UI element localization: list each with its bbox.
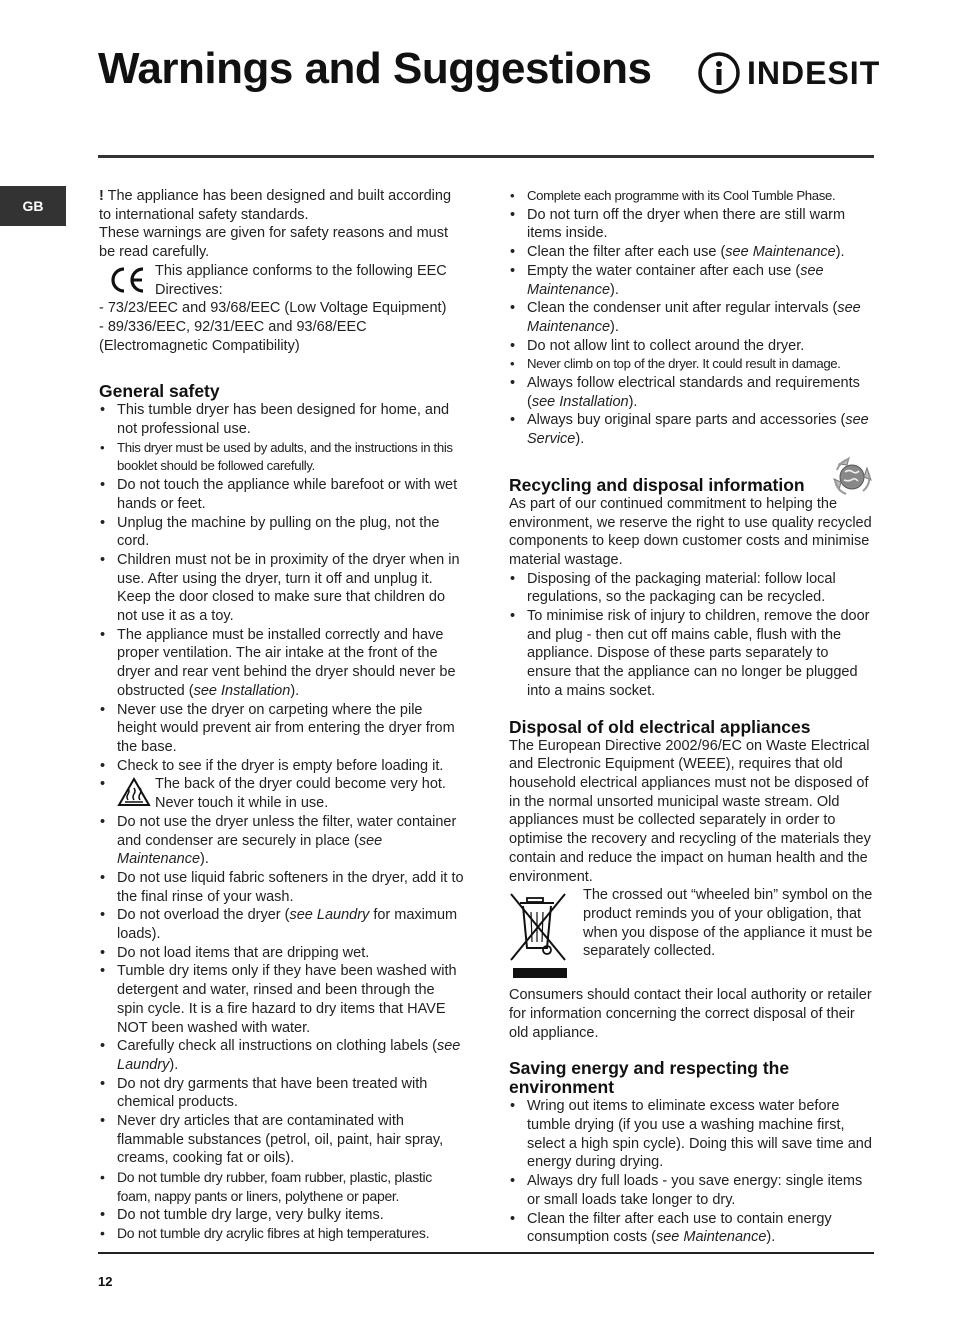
list-item: • Unplug the machine by pulling on the plug, not the cord. — [99, 514, 465, 551]
list-item: • Do not load items that are dripping wet. — [99, 944, 465, 963]
intro-line-2: These warnings are given for safety reasons and must be read carefully. — [99, 225, 448, 261]
usage-tips-list — [509, 187, 873, 449]
list-item: • The appliance must be installed correctly and have proper ventilation. The air intake at the front of the dryer and rear vent behind the dryer should never be obstructed (see Installation). — [99, 626, 465, 701]
list-item: • Clean the condenser unit after regular intervals (see Maintenance). — [509, 299, 873, 336]
directive-low-voltage: - 73/23/EEC and 93/68/EEC (Low Voltage Equipment) — [99, 300, 447, 317]
directive-emc: - 89/336/EEC, 92/31/EEC and 93/68/EEC (Electromagnetic Compatibility) — [99, 318, 367, 354]
recycling-heading: Recycling and disposal information — [509, 474, 805, 495]
list-item: • Always buy original spare parts and accessories (see Service). — [509, 411, 873, 448]
intro-line-1: The appliance has been designed and built according to international safety standards. — [99, 188, 452, 223]
list-item: • Carefully check all instructions on clothing labels (see Laundry). — [99, 1037, 465, 1074]
list-item: • To minimise risk of injury to children, remove the door and plug - then cut off mains cable, flush with the appliance. Dispose of these parts separately to ensure that the appliance can no longer be plugged into a mains socket. — [509, 607, 873, 701]
ce-conformity — [99, 262, 465, 299]
list-item: • Always follow electrical standards and requirements (see Installation). — [509, 374, 873, 411]
list-item: • Do not turn off the dryer when there are still warm items inside. — [509, 206, 873, 243]
language-tab: GB — [0, 186, 66, 226]
list-item: • Children must not be in proximity of the dryer when in use. After using the dryer, turn it off and unplug it. Keep the door closed to make sure that children do not use it as a toy. — [99, 551, 465, 626]
brand-name: INDESIT — [747, 54, 881, 91]
wheeled-bin-text: The crossed out “wheeled bin” symbol on the product reminds you of your obligation, that when you dispose of the appliance it must be separately collected. — [583, 887, 873, 960]
list-item: • Do not allow lint to collect around the dryer. — [509, 337, 873, 356]
list-item: • Do not use the dryer unless the filter, water container and condenser are securely in place (see Maintenance). — [99, 813, 465, 869]
list-item: • Do not tumble dry large, very bulky items. — [99, 1206, 465, 1225]
list-item: • This dryer must be used by adults, and the instructions in this booklet should be followed carefully. — [99, 439, 465, 476]
list-item: • Do not dry garments that have been treated with chemical products. — [99, 1075, 465, 1112]
list-item: • Empty the water container after each use (see Maintenance). — [509, 262, 873, 299]
list-item: • The back of the dryer could become very hot. Never touch it while in use. — [99, 775, 465, 812]
general-safety-heading: General safety — [99, 381, 220, 402]
list-item: • Never climb on top of the dryer. It could result in damage. — [509, 355, 873, 374]
header-divider — [98, 155, 874, 158]
list-item: • Do not tumble dry rubber, foam rubber, plastic, plastic foam, nappy pants or liners, polythene or paper. — [99, 1168, 465, 1205]
list-item: • Wring out items to eliminate excess water before tumble drying (if you use a washing machine first, select a high spin cycle). Doing this will save time and energy during drying. — [509, 1097, 873, 1172]
list-item: • Do not use liquid fabric softeners in the dryer, add it to the final rinse of your wash. — [99, 869, 465, 906]
recycling-intro: As part of our continued commitment to helping the environment, we reserve the right to use quality recycled components to keep down customer costs and minimise material wastage. — [509, 495, 872, 568]
list-item: • This tumble dryer has been designed for home, and not professional use. — [99, 401, 465, 438]
weee-heading: Disposal of old electrical appliances — [509, 716, 811, 737]
list-item: • Tumble dry items only if they have been washed with detergent and water, rinsed and been through the spin cycle. It is a fire hazard to dry items that HAVE NOT been washed with water. — [99, 962, 465, 1037]
page-title: Warnings and Suggestions — [98, 44, 652, 93]
ce-text: This appliance conforms to the following EEC Directives: — [155, 262, 447, 298]
right-column — [509, 187, 873, 1247]
warning-exclamation: ! — [99, 188, 104, 204]
list-item: • Clean the filter after each use (see Maintenance). — [509, 243, 873, 262]
crossed-wheeled-bin-icon — [509, 890, 569, 978]
left-column — [99, 187, 465, 1243]
list-item: • Never dry articles that are contaminated with flammable substances (petrol, oil, paint, hair spray, creams, cooking fat or oils). — [99, 1112, 465, 1168]
list-item: • Never use the dryer on carpeting where the pile height would prevent air from entering the dryer from the base. — [99, 701, 465, 757]
footer-divider — [98, 1252, 874, 1254]
indesit-i-icon — [697, 51, 741, 95]
weee-closing: Consumers should contact their local authority or retailer for information concerning the correct disposal of their old appliance. — [509, 987, 872, 1041]
page-number: 12 — [98, 1274, 113, 1289]
energy-heading: Saving energy and respecting the environment — [509, 1058, 790, 1098]
recycling-list — [509, 570, 873, 701]
list-item: • Disposing of the packaging material: follow local regulations, so the packaging can be recycled. — [509, 570, 873, 607]
wheeled-bin-notice — [509, 886, 873, 976]
recycling-section — [509, 476, 873, 701]
hot-surface-warning-icon — [117, 777, 151, 807]
energy-list — [509, 1097, 873, 1247]
brand-logo — [697, 50, 880, 96]
general-safety-list — [99, 401, 465, 1243]
list-item: • Check to see if the dryer is empty before loading it. — [99, 757, 465, 776]
list-item: • Always dry full loads - you save energy: single items or small loads take longer to dry. — [509, 1172, 873, 1209]
recycling-globe-icon — [829, 454, 875, 498]
list-item: • Complete each programme with its Cool Tumble Phase. — [509, 187, 873, 206]
weee-body: The European Directive 2002/96/EC on Waste Electrical and Electronic Equipment (WEEE), requires that old household electrical appliances must not be disposed of in the normal unsorted municipal waste stream. Old appliances must be collected separately in order to optimise the recovery and recycling of the materials they contain and reduce the impact on human health and the environment. — [509, 737, 871, 885]
list-item: • Do not overload the dryer (see Laundry for maximum loads). — [99, 906, 465, 943]
ce-mark-icon — [107, 265, 147, 295]
list-item: • Do not tumble dry acrylic fibres at high temperatures. — [99, 1224, 465, 1243]
intro-paragraph — [99, 187, 465, 224]
list-item: • Do not touch the appliance while barefoot or with wet hands or feet. — [99, 476, 465, 513]
list-item: • Clean the filter after each use to contain energy consumption costs (see Maintenance). — [509, 1210, 873, 1247]
